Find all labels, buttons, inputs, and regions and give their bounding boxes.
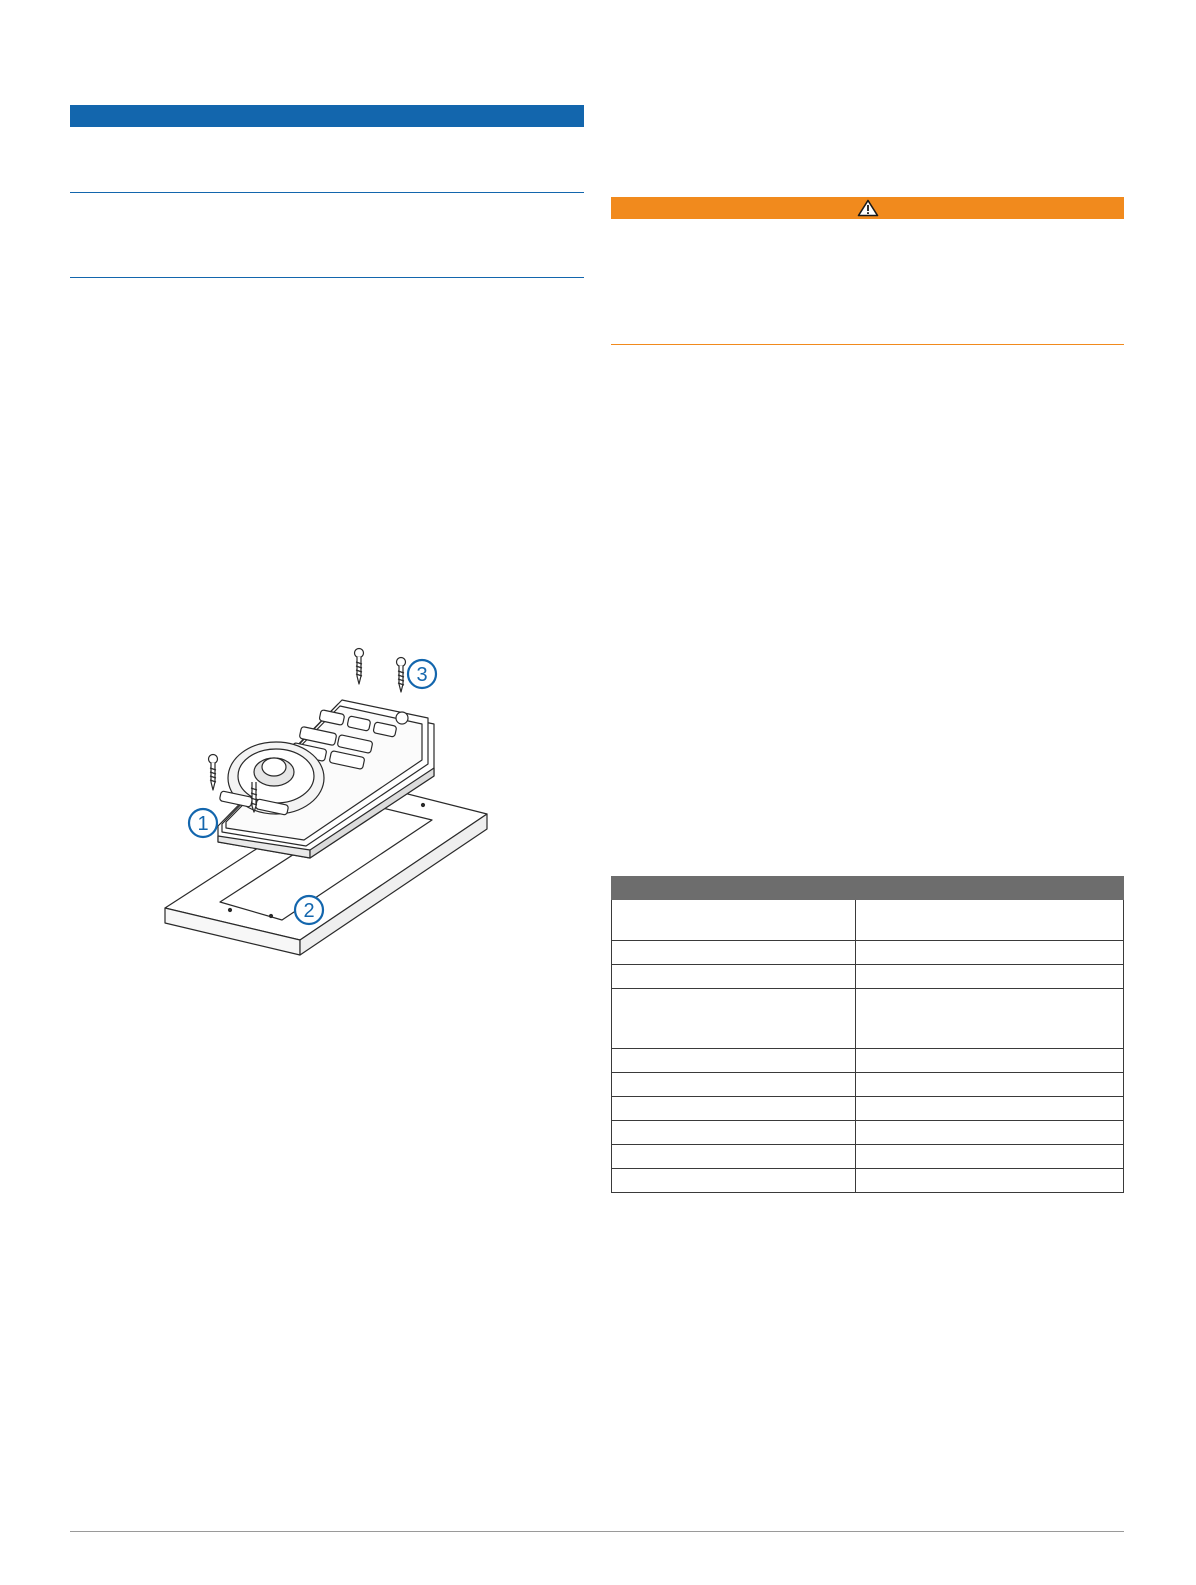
table-row [612, 1073, 1124, 1097]
table-header-cell [856, 877, 1124, 900]
table-cell [612, 989, 856, 1049]
callout-label-1: 1 [197, 813, 209, 835]
table-row [612, 1145, 1124, 1169]
table-cell [856, 965, 1124, 989]
table-row [612, 1049, 1124, 1073]
warning-triangle-icon [857, 199, 879, 217]
table-cell [612, 1073, 856, 1097]
table-row [612, 1097, 1124, 1121]
table-cell [612, 941, 856, 965]
notice-divider [70, 192, 584, 193]
table-cell [612, 1097, 856, 1121]
table-cell [856, 1049, 1124, 1073]
table-cell [856, 1097, 1124, 1121]
table-cell [612, 1169, 856, 1193]
table-row [612, 1121, 1124, 1145]
notice-header-bar [70, 105, 584, 127]
callout-label-3: 3 [416, 664, 428, 686]
table-cell [612, 900, 856, 941]
table-cell [856, 1073, 1124, 1097]
table-row [612, 941, 1124, 965]
table-cell [856, 1121, 1124, 1145]
table-cell [612, 1121, 856, 1145]
specifications-table [611, 876, 1124, 1193]
table-row [612, 965, 1124, 989]
table-row [612, 989, 1124, 1049]
callout-label-2: 2 [303, 900, 315, 922]
table-header-cell [612, 877, 856, 900]
flush-mount-illustration [160, 640, 500, 975]
screw-icon [355, 649, 364, 685]
screw-icon [251, 782, 257, 812]
table-header-row [612, 877, 1124, 900]
table-row [612, 1169, 1124, 1193]
table-row [612, 900, 1124, 941]
table-cell [612, 965, 856, 989]
table-cell [856, 941, 1124, 965]
warning-divider [611, 344, 1124, 345]
table-cell [612, 1145, 856, 1169]
section-divider [70, 277, 584, 278]
table-cell [856, 1169, 1124, 1193]
table-cell [612, 1049, 856, 1073]
warning-header-bar [611, 197, 1124, 219]
footer-divider [70, 1531, 1124, 1532]
screw-icon [209, 755, 218, 791]
table-cell [856, 900, 1124, 941]
table-cell [856, 989, 1124, 1049]
screw-icon [397, 658, 406, 693]
table-cell [856, 1145, 1124, 1169]
